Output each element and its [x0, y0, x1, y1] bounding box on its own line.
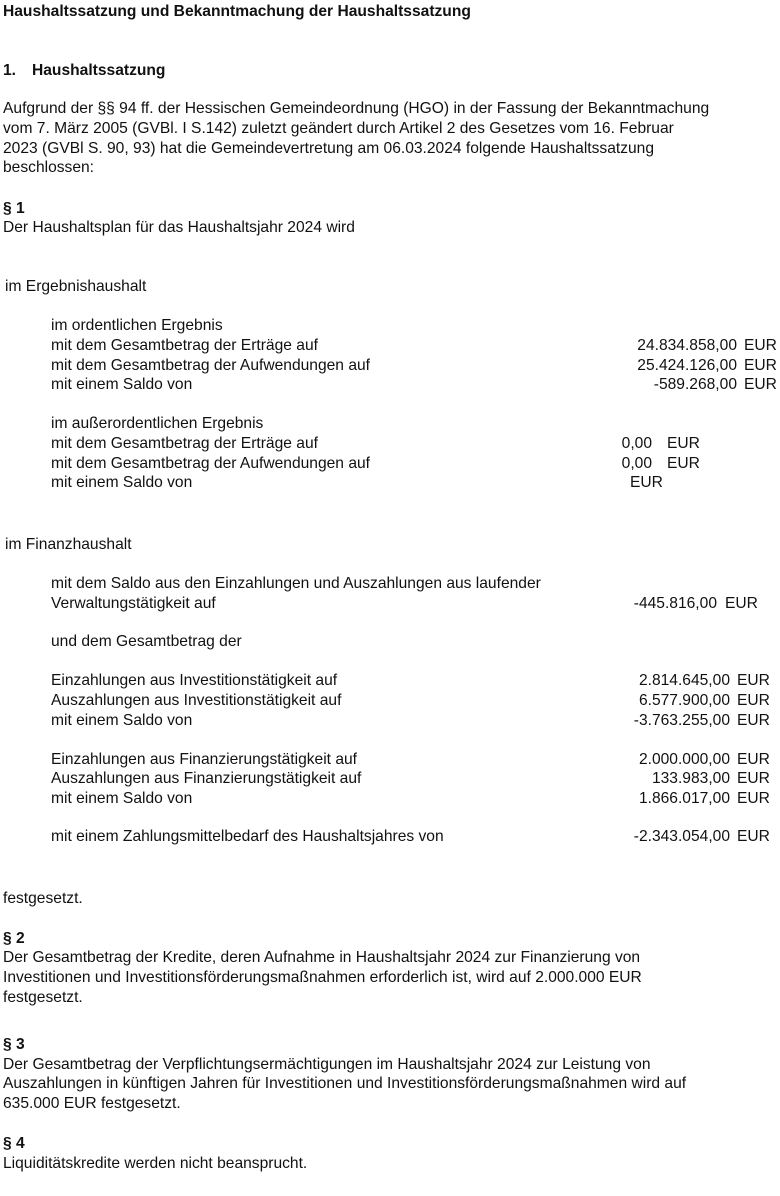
row-label: Verwaltungstätigkeit auf — [51, 595, 216, 612]
row-currency: EUR — [725, 595, 758, 612]
ausserordentlich-heading: im außerordentlichen Ergebnis — [51, 415, 264, 432]
row-value: 24.834.858,00 — [637, 337, 737, 354]
paragraph-3-line: Der Gesamtbetrag der Verpflichtungsermächtigungen im Haushaltsjahr 2024 zur Leistung von — [3, 1056, 651, 1073]
row-label: mit dem Saldo aus den Einzahlungen und Auszahlungen aus laufender — [51, 575, 541, 592]
paragraph-3-heading: § 3 — [3, 1036, 25, 1053]
paragraph-1-heading: § 1 — [3, 200, 25, 217]
paragraph-2-line: Investitionen und Investitionsförderungsmaßnahmen erforderlich ist, wird auf 2.000.000 EUR — [3, 969, 642, 986]
row-currency: EUR — [737, 692, 770, 709]
row-label: mit einem Saldo von — [51, 474, 193, 491]
row-currency: EUR — [667, 435, 700, 452]
document-title: Haushaltssatzung und Bekanntmachung der Haushaltssatzung — [3, 3, 471, 20]
paragraph-4-text: Liquiditätskredite werden nicht beansprucht. — [3, 1155, 308, 1172]
row-currency: EUR — [667, 455, 700, 472]
row-value: -2.343.054,00 — [633, 828, 730, 845]
row-label: mit dem Gesamtbetrag der Aufwendungen auf — [51, 455, 370, 472]
row-label: Einzahlungen aus Investitionstätigkeit auf — [51, 672, 338, 689]
row-currency: EUR — [744, 357, 777, 374]
paragraph-4-heading: § 4 — [3, 1135, 25, 1152]
row-label: Auszahlungen aus Finanzierungstätigkeit auf — [51, 770, 362, 787]
paragraph-3-line: 635.000 EUR festgesetzt. — [3, 1095, 181, 1112]
row-currency: EUR — [737, 712, 770, 729]
row-currency: EUR — [744, 337, 777, 354]
row-label: mit einem Saldo von — [51, 712, 193, 729]
row-label: mit einem Zahlungsmittelbedarf des Haushaltsjahres von — [51, 828, 444, 845]
row-label: Einzahlungen aus Finanzierungstätigkeit auf — [51, 751, 358, 768]
intro-line: 2023 (GVBl S. 90, 93) hat die Gemeindevertretung am 06.03.2024 folgende Haushaltssatzung — [3, 140, 655, 157]
row-currency: EUR — [737, 828, 770, 845]
row-value: 25.424.126,00 — [637, 357, 737, 374]
finanzhaushalt-heading: im Finanzhaushalt — [5, 536, 132, 553]
section-title: Haushaltssatzung — [32, 62, 166, 79]
intro-line: Aufgrund der §§ 94 ff. der Hessischen Gemeindeordnung (HGO) in der Fassung der Bekanntmachung — [3, 100, 710, 117]
row-currency: EUR — [744, 376, 777, 393]
paragraph-3-line: Auszahlungen in künftigen Jahren für Investitionen und Investitionsförderungsmaßnahmen wird auf — [3, 1075, 687, 1092]
row-label: mit dem Gesamtbetrag der Aufwendungen auf — [51, 357, 370, 374]
row-label: mit einem Saldo von — [51, 790, 193, 807]
row-value: -3.763.255,00 — [633, 712, 730, 729]
row-value: 2.814.645,00 — [638, 672, 730, 689]
paragraph-1-text: Der Haushaltsplan für das Haushaltsjahr 2024 wird — [3, 219, 355, 236]
row-value: 0,00 — [621, 435, 652, 452]
paragraph-2-line: festgesetzt. — [3, 989, 83, 1006]
ergebnishaushalt-heading: im Ergebnishaushalt — [5, 278, 147, 295]
paragraph-1-closing: festgesetzt. — [3, 890, 83, 907]
row-value: -445.816,00 — [633, 595, 717, 612]
und-text: und dem Gesamtbetrag der — [51, 633, 242, 650]
row-currency: EUR — [737, 751, 770, 768]
row-currency: EUR — [630, 474, 663, 491]
row-value: 133.983,00 — [651, 770, 730, 787]
row-currency: EUR — [737, 672, 770, 689]
intro-line: beschlossen: — [3, 159, 95, 176]
row-label: Auszahlungen aus Investitionstätigkeit auf — [51, 692, 342, 709]
row-value: 1.866.017,00 — [638, 790, 730, 807]
row-label: mit einem Saldo von — [51, 376, 193, 393]
paragraph-2-heading: § 2 — [3, 930, 25, 947]
ordentlich-heading: im ordentlichen Ergebnis — [51, 317, 223, 334]
row-value: 6.577.900,00 — [638, 692, 730, 709]
row-label: mit dem Gesamtbetrag der Erträge auf — [51, 337, 318, 354]
row-currency: EUR — [737, 770, 770, 787]
row-currency: EUR — [737, 790, 770, 807]
intro-line: vom 7. März 2005 (GVBl. I S.142) zuletzt geändert durch Artikel 2 des Gesetzes vom 16. Februar — [3, 120, 674, 137]
row-value: -589.268,00 — [653, 376, 737, 393]
row-value: 0,00 — [621, 455, 652, 472]
paragraph-2-line: Der Gesamtbetrag der Kredite, deren Aufnahme in Haushaltsjahr 2024 zur Finanzierung von — [3, 949, 641, 966]
section-number: 1. — [3, 62, 17, 79]
row-label: mit dem Gesamtbetrag der Erträge auf — [51, 435, 318, 452]
row-value: 2.000.000,00 — [638, 751, 730, 768]
